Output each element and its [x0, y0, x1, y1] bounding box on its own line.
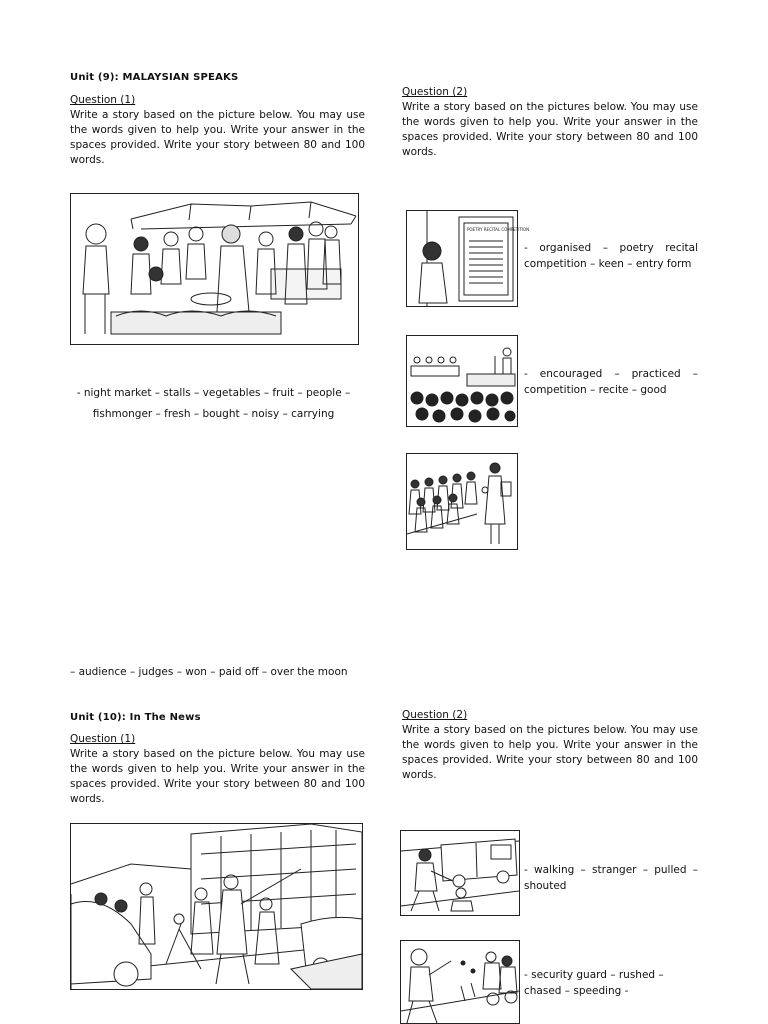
unit10-q2-panel1-words: - walking – stranger – pulled – shouted: [524, 864, 698, 892]
unit10-q1-instruction: Write a story based on the picture below. You may use the words given to help you. Write your answer in the spaces provided. Write your story between 80 and 100 words.: [70, 748, 365, 805]
night-market-picture: [70, 193, 359, 345]
unit10-q1-label: Question (1): [70, 733, 136, 745]
poetry-panel-1-picture: [406, 210, 530, 307]
unit10-q2-panel2-words: - security guard – rushed – chased – speeding -: [524, 969, 664, 997]
news-panel-1-picture: [400, 830, 520, 916]
unit10-q2-label: Question (2): [402, 709, 468, 721]
unit9-q1-label: Question (1): [70, 94, 136, 106]
unit9-q2-instruction: Write a story based on the pictures below. You may use the words given to help you. Write your answer in the spaces provided. Write your story between 80 and 100 words.: [402, 101, 698, 158]
unit9-q2-panel1-words: - organised – poetry recital competition – keen – entry form: [524, 242, 698, 270]
news-panel-2-picture: [400, 940, 520, 1024]
unit9-q1-instruction: Write a story based on the picture below. You may use the words given to help you. Write your answer in the spaces provided. Write your story between 80 and 100 words.: [70, 109, 365, 166]
unit9-title: Unit (9): MALAYSIAN SPEAKS: [70, 72, 239, 83]
street-scene-picture: [70, 823, 363, 990]
unit9-q1-words-line2: fishmonger – fresh – bought – noisy – carrying: [92, 408, 335, 420]
poster-text: POETRY RECITAL COMPETITION: [467, 227, 530, 232]
unit9-q1-words-line1: - night market – stalls – vegetables – fruit – people –: [76, 387, 351, 399]
poetry-panel-2-picture: [406, 335, 518, 427]
poetry-panel-3-picture: [406, 453, 518, 550]
unit10-title: Unit (10): In The News: [70, 712, 201, 723]
unit9-q2-label: Question (2): [402, 86, 468, 98]
unit9-q2-panel2-words: - encouraged – practiced – competition – recite – good: [524, 368, 698, 396]
unit9-q2-panel3-words: – audience – judges – won – paid off – over the moon: [70, 666, 348, 678]
unit10-q2-instruction: Write a story based on the pictures below. You may use the words given to help you. Write your answer in the spaces provided. Write your story between 80 and 100 words.: [402, 724, 698, 781]
